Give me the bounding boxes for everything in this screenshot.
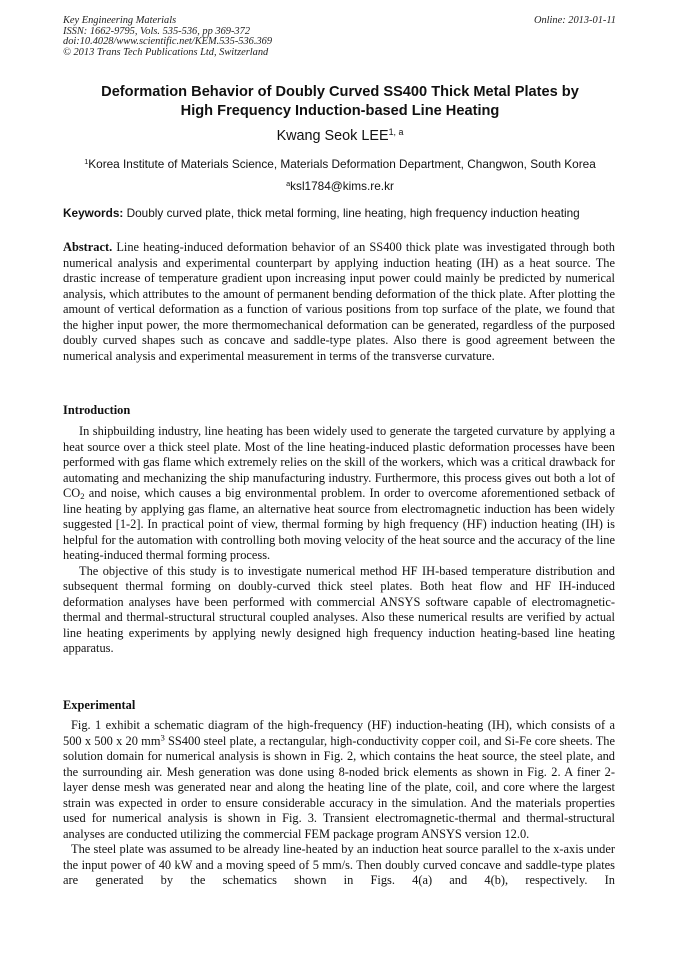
email-address[interactable]: ksl1784@kims.re.kr: [290, 179, 394, 193]
affiliation-text: Korea Institute of Materials Science, Materials Deformation Department, Changwon, South Korea: [88, 157, 596, 171]
issn-line: ISSN: 1662-9795, Vols. 535-536, pp 369-372: [63, 25, 251, 37]
abstract-label: Abstract.: [63, 240, 113, 254]
intro-p1-text-a: In shipbuilding industry, line heating has been widely used to generate the targeted curvature by applying a heat source over a thick steel plate. Most of the line heating-induced plastic deformation processes have been performed with gas flame which extremely relies on the skill of the workers, which was a critical drawback for automating and mechanizing the ship manufacturing industry. Furthermore, this process gives out both a lot of CO: [63, 424, 615, 500]
mm3-superscript: 3: [160, 732, 165, 743]
title-line-2: High Frequency Induction-based Line Heating: [180, 103, 500, 119]
abstract: [63, 240, 615, 364]
introduction-heading: Introduction: [63, 403, 131, 417]
abstract-text: Line heating-induced deformation behavior of an SS400 thick plate was investigated through both numerical analysis and experimental counterpart by applying induction heating (IH) as a heat source. The drastic increase of temperature gradient upon increasing input power could mainly be predicted by numerical analysis, which attributes to the amount of permanent bending deformation of the thick plate. After plotting the amount of vertical deformation as a function of various positions from top surface of the plate, we found that the higher input power, the more thermomechanical deformation can be generated, regardless of the purposed doubly curved shapes such as concave and saddle-type plates. Also there is good agreement between the numerical analysis and experimental measurement in terms of the transverse curvature.: [63, 240, 615, 363]
co2-subscript: 2: [80, 491, 85, 502]
title-line-1: Deformation Behavior of Doubly Curved SS400 Thick Metal Plates by: [101, 84, 579, 100]
author-line: [40, 127, 640, 145]
keywords-text: Doubly curved plate, thick metal forming, line heating, high frequency induction heating: [126, 206, 580, 220]
keywords: [63, 206, 618, 220]
experimental-paragraph-2: The steel plate was assumed to be already line-heated by an induction heat source parallel to the x-axis under the input power of 40 kW and a moving speed of 5 mm/s. Then doubly curved concave and saddle-type plates are generated by the schematics shown in Figs. 4(a) and 4(b), respectively. In: [63, 842, 615, 887]
email-line: [40, 179, 640, 193]
online-date: Online: 2013-01-11: [533, 15, 616, 26]
introduction-paragraph-1: [63, 424, 615, 564]
copyright-line: © 2013 Trans Tech Publications Ltd, Switzerland: [63, 46, 269, 58]
exp-p1-text-b: SS400 steel plate, a rectangular, high-conductivity copper coil, and Si-Fe core sheets. The solution domain for numerical analysis is shown in Fig. 2, which contains the heat source, the steel plate, and the surrounding air. Mesh generation was done using 8-noded brick elements as shown in Fig. 2. A finer 2-layer dense mesh was generated near and along the heating line of the plate, coil, and core where the largest strain was expected in order to ensure considerable accuracy in the simulation. And the materials properties used for numerical analysis is shown in Fig. 3. Transient electromagnetic-thermal and thermal-structural analyses are conducted utilizing the commercial FEM package program ANSYS version 12.0.: [63, 733, 615, 841]
experimental-body: [63, 718, 615, 889]
author-superscript: 1, a: [388, 127, 404, 138]
exp-p1-text-a: Fig. 1 exhibit a schematic diagram of the high-frequency (HF) induction-heating (IH), which consists of a 500 x 500 x 20 mm: [63, 718, 615, 748]
introduction-paragraph-2: The objective of this study is to investigate numerical method HF IH-based temperature distribution and subsequent thermal forming on doubly-curved thick steel plates. Both heat flow and HF IH-induced deformation analyses have been performed with commercial ANSYS software capable of electromagnetic-thermal and thermal-structural structural coupled analyses. Also these numerical results are verified by actual line heating experiments by applying newly designed high frequency induction heating-based line heating apparatus.: [63, 563, 615, 655]
journal-name: Key Engineering Materials: [63, 15, 177, 26]
experimental-paragraph-1: [63, 718, 615, 842]
introduction-body: [63, 424, 615, 657]
doi-line: doi:10.4028/www.scientific.net/KEM.535-536.369: [63, 36, 273, 48]
affiliation-superscript: 1: [84, 156, 89, 166]
affiliation: [40, 157, 640, 171]
paper-title: [40, 83, 640, 121]
email-superscript: a: [286, 178, 291, 188]
author-name: Kwang Seok LEE: [276, 128, 389, 144]
keywords-label: Keywords:: [63, 206, 124, 220]
intro-p1-text-b: and noise, which causes a big environmental problem. In order to overcome aforementioned setback of line heating by applying gas flame, an alternative heat source from electromagnetic induction has been widely suggested [1-2]. In practical point of view, thermal forming by high frequency (HF) induction heating (IH) is helpful for the automation with controlling both moving velocity of the heat source and the accuracy of the line heating-induced thermal forming process.: [63, 486, 615, 562]
experimental-heading: Experimental: [63, 698, 136, 712]
journal-header: [63, 16, 616, 58]
